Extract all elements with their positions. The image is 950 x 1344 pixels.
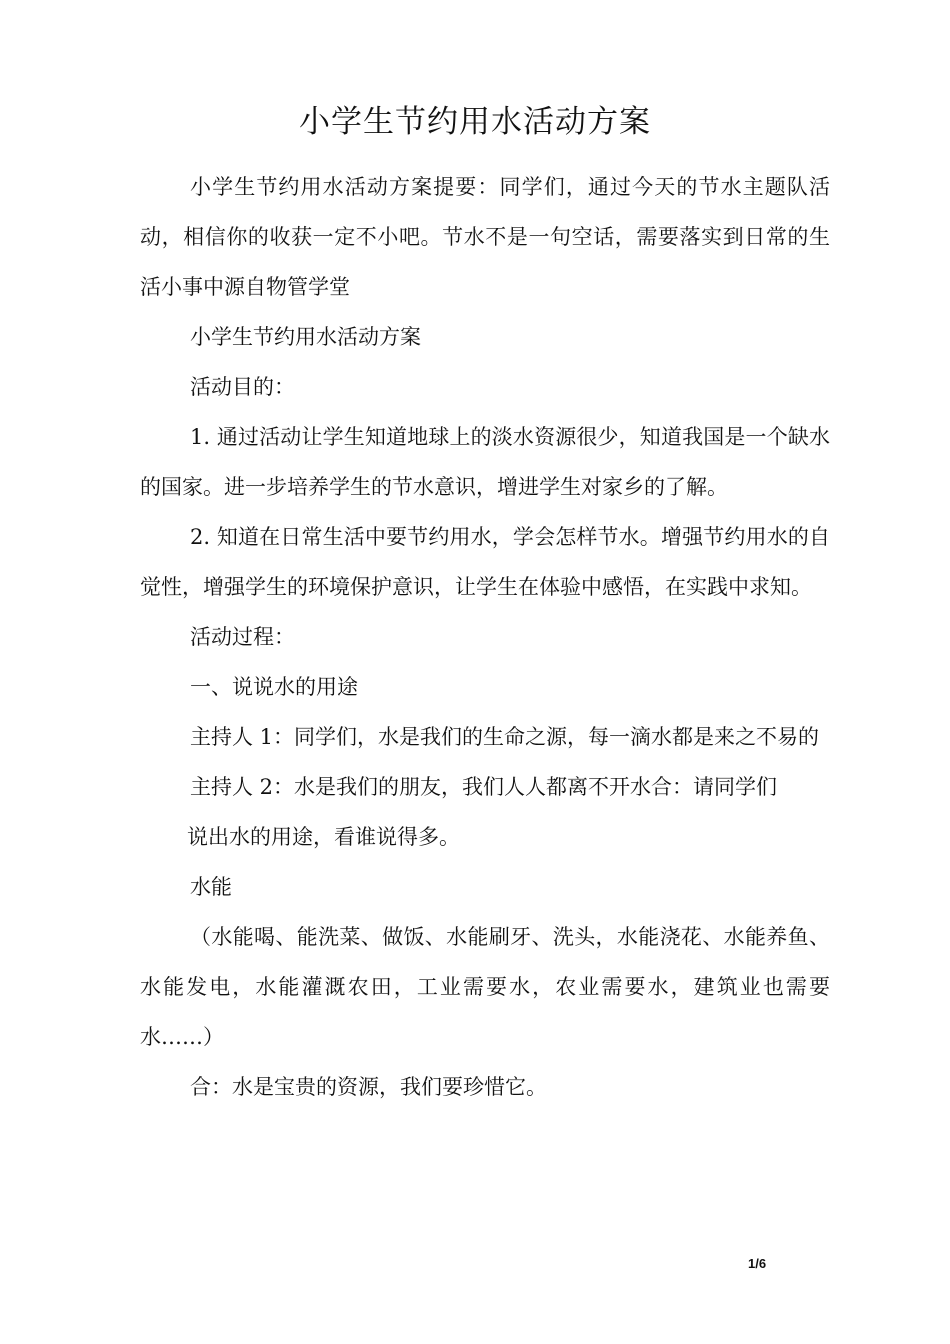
summary-paragraph: 小学生节约用水活动方案提要：同学们，通过今天的节水主题队活动，相信你的收获一定不小吧。节水不是一句空话，需要落实到日常的生活小事中源自物管学堂 [140, 175, 830, 299]
section-heading-plan: 小学生节约用水活动方案 [190, 325, 421, 349]
water-can-label: 水能 [190, 875, 232, 899]
subsection-heading-uses: 一、说说水的用途 [190, 675, 358, 699]
host-2-continuation: 说出水的用途，看谁说得多。 [187, 825, 460, 849]
document-title: 小学生节约用水活动方案 [299, 104, 651, 140]
document-body [140, 162, 830, 1112]
page-number: 1/6 [748, 1256, 767, 1271]
host-2-line: 主持人 2：水是我们的朋友，我们人人都离不开水合：请同学们 [190, 775, 778, 799]
water-uses-list: （水能喝、能洗菜、做饭、水能刷牙、洗头，水能浇花、水能养鱼、水能发电，水能灌溉农田，工业需要水，农业需要水，建筑业也需要水……） [140, 925, 830, 1049]
section-heading-process: 活动过程： [190, 625, 295, 649]
closing-line: 合：水是宝贵的资源，我们要珍惜它。 [190, 1075, 547, 1099]
section-heading-goals: 活动目的： [190, 375, 295, 399]
goal-item-2: 2. 知道在日常生活中要节约用水，学会怎样节水。增强节约用水的自觉性，增强学生的环境保护意识，让学生在体验中感悟，在实践中求知。 [140, 525, 830, 599]
goal-item-1: 1. 通过活动让学生知道地球上的淡水资源很少，知道我国是一个缺水的国家。进一步培养学生的节水意识，增进学生对家乡的了解。 [140, 425, 830, 499]
host-1-line: 主持人 1：同学们，水是我们的生命之源，每一滴水都是来之不易的 [190, 725, 820, 749]
